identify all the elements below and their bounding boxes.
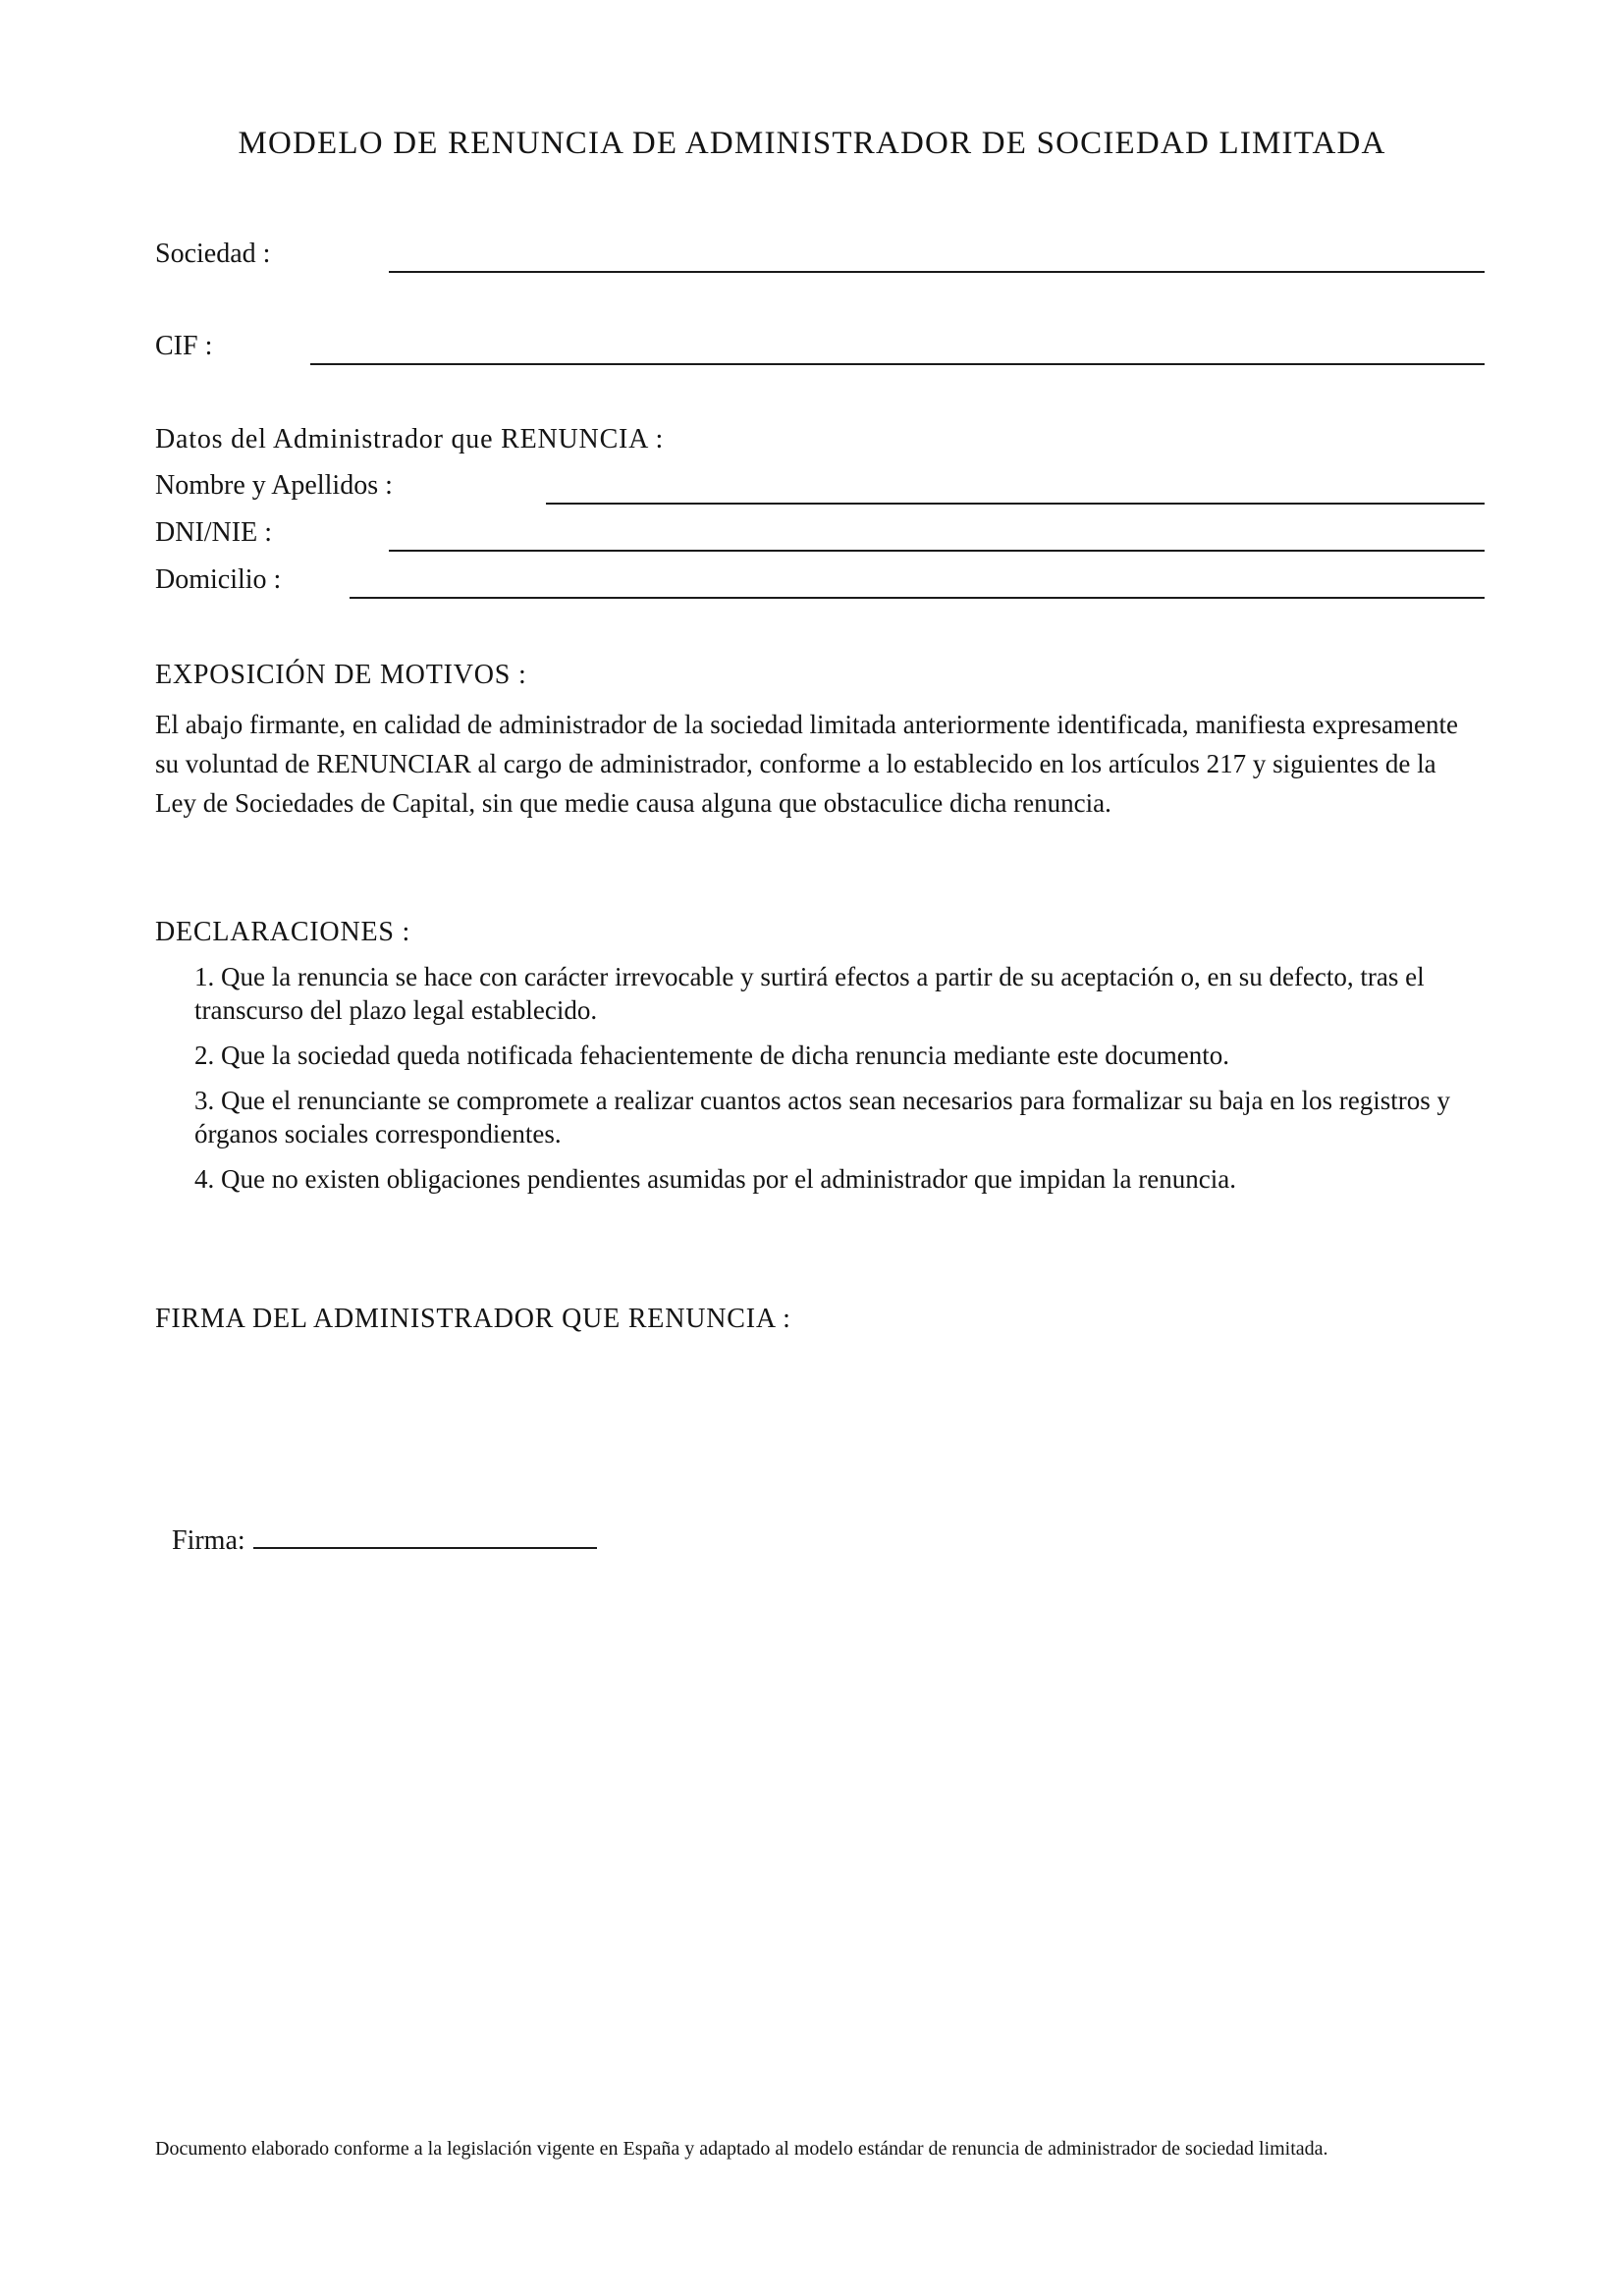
declaraciones-list <box>194 960 1481 1207</box>
dni-label: DNI/NIE : <box>155 517 272 548</box>
domicilio-label: Domicilio : <box>155 564 282 595</box>
declaracion-item: 1. Que la renuncia se hace con carácter irrevocable y surtirá efectos a partir de su aceptación o, en su defecto, tras el transcurso del plazo legal establecido. <box>194 962 1425 1025</box>
cif-row <box>155 320 1481 363</box>
nombre-row <box>155 459 1481 503</box>
dni-row <box>155 507 1481 550</box>
domicilio-row <box>155 554 1481 597</box>
cif-label: CIF : <box>155 331 213 361</box>
cif-field-line[interactable] <box>310 363 1485 365</box>
declaracion-item: 3. Que el renunciante se compromete a realizar cuantos actos sean necesarios para formalizar su baja en los registros y órganos sociales correspondientes. <box>194 1086 1450 1148</box>
firma-label: Firma: <box>172 1525 245 1556</box>
firma-row <box>172 1522 597 1557</box>
declaracion-item: 4. Que no existen obligaciones pendientes asumidas por el administrador que impidan la renuncia. <box>194 1164 1236 1194</box>
sociedad-row <box>155 228 1481 271</box>
firma-field-line[interactable] <box>253 1522 597 1549</box>
exposicion-heading: EXPOSICIÓN DE MOTIVOS : <box>155 660 527 690</box>
exposicion-text: El abajo firmante, en calidad de administrador de la sociedad limitada anteriormente identificada, manifiesta expresamente su voluntad de RENUNCIAR al cargo de administrador, conforme a lo establecido en los artículos 217 y siguientes de la Ley de Sociedades de Capital, sin que medie causa alguna que obstaculice dicha renuncia. <box>155 710 1458 818</box>
declaraciones-heading: DECLARACIONES : <box>155 917 411 947</box>
dni-field-line[interactable] <box>389 550 1485 552</box>
sociedad-label: Sociedad : <box>155 239 271 269</box>
sociedad-field-line[interactable] <box>389 271 1485 273</box>
firma-heading: FIRMA DEL ADMINISTRADOR QUE RENUNCIA : <box>155 1304 791 1334</box>
footer-note: Documento elaborado conforme a la legislación vigente en España y adaptado al modelo estándar de renuncia de administrador de sociedad limitada. <box>155 2138 1328 2160</box>
nombre-field-line[interactable] <box>546 503 1485 505</box>
document-title: MODELO DE RENUNCIA DE ADMINISTRADOR DE SOCIEDAD LIMITADA <box>238 126 1386 161</box>
declaracion-item: 2. Que la sociedad queda notificada fehacientemente de dicha renuncia mediante este documento. <box>194 1041 1230 1070</box>
nombre-label: Nombre y Apellidos : <box>155 470 393 501</box>
administrador-heading: Datos del Administrador que RENUNCIA : <box>155 424 665 454</box>
domicilio-field-line[interactable] <box>350 597 1485 599</box>
